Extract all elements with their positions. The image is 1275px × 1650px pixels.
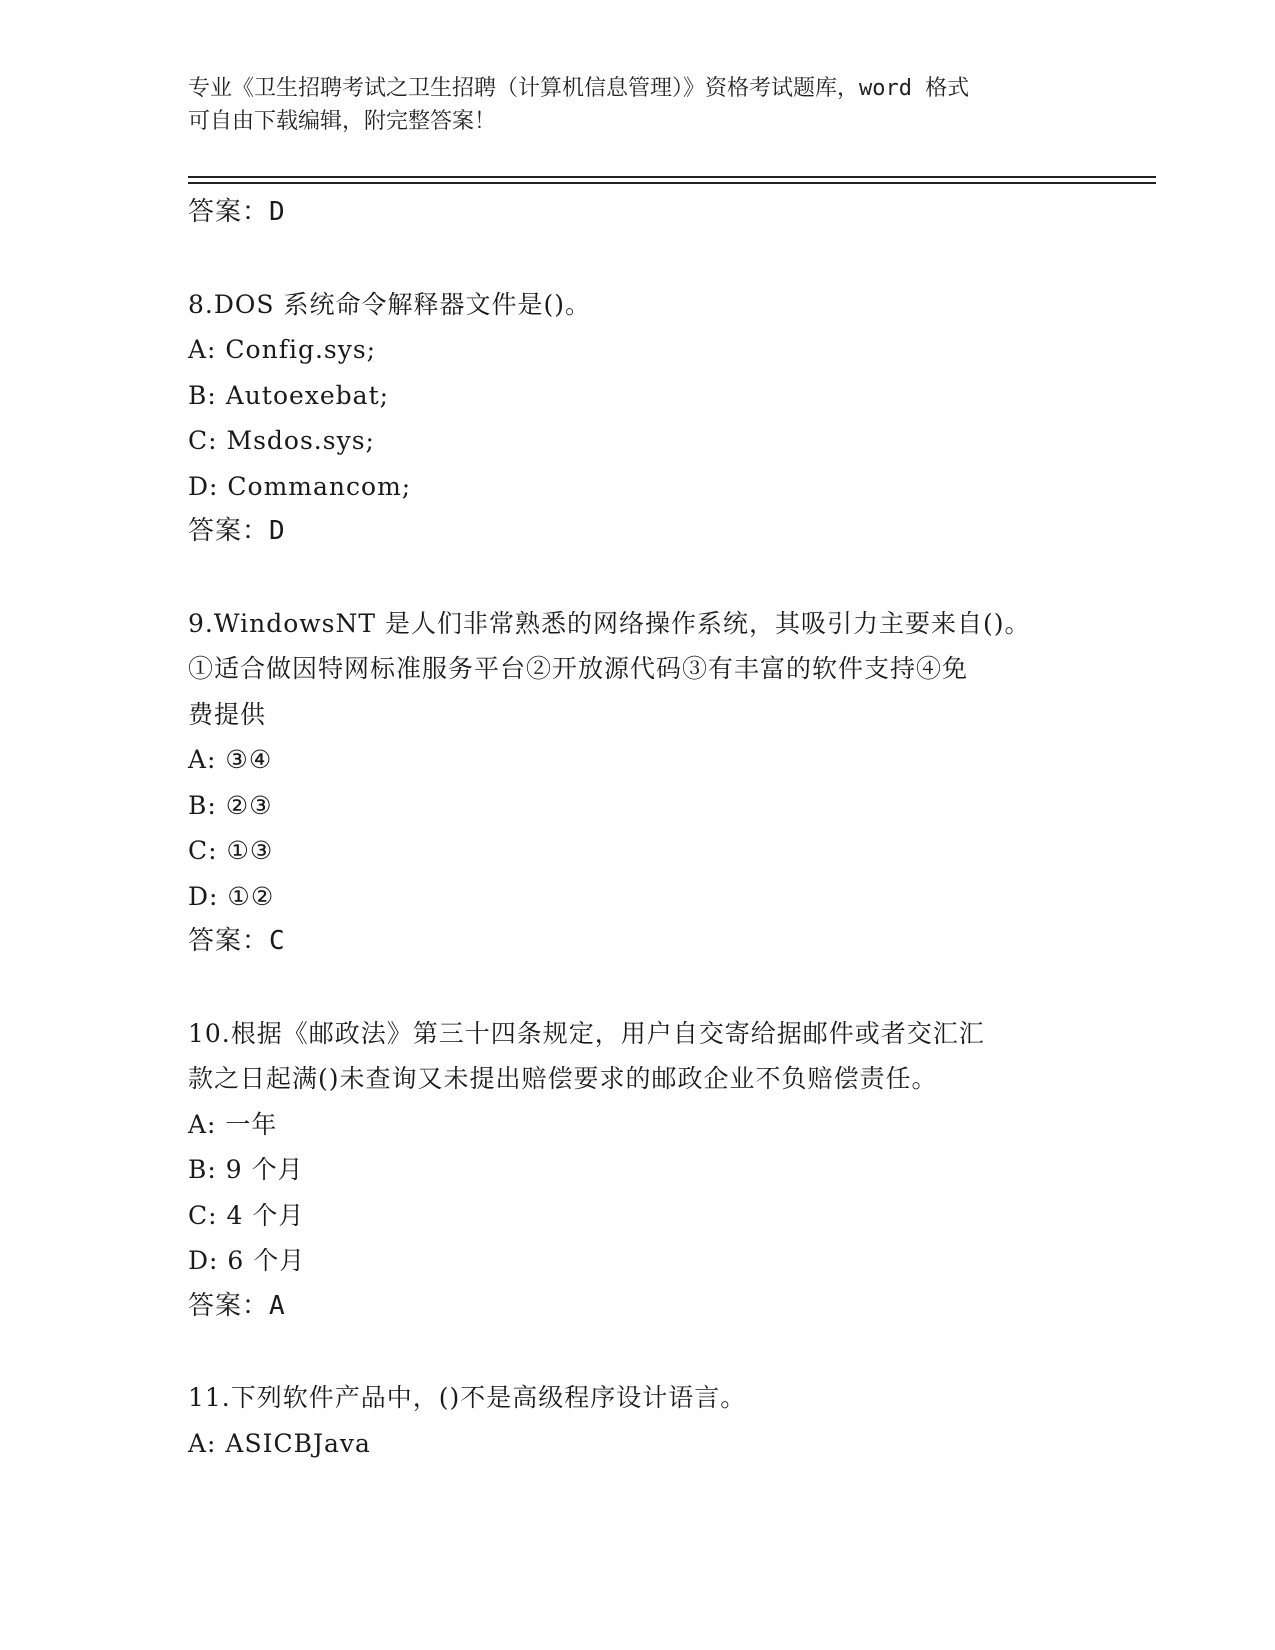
option-d: D: Commancom; xyxy=(188,471,412,501)
option-a: A: 一年 xyxy=(188,1109,278,1139)
option-d: D: ①② xyxy=(188,881,275,911)
option-d: D: 6 个月 xyxy=(188,1246,306,1275)
option-c: C: Msdos.sys; xyxy=(188,426,375,455)
header-title-line-2: 可自由下载编辑，附完整答案！ xyxy=(188,109,497,134)
question-list xyxy=(188,190,1088,1466)
header-divider-top xyxy=(188,176,1156,178)
header-divider-bottom xyxy=(188,182,1156,184)
answer: 答案：D xyxy=(188,516,286,546)
question-stem-line-2: ①适合做因特网标准服务平台②开放源代码③有丰富的软件支持④免 xyxy=(188,654,969,683)
option-a: A: Config.sys; xyxy=(188,335,377,364)
option-b: B: Autoexebat; xyxy=(188,380,390,410)
option-c: C: 4 个月 xyxy=(188,1200,305,1230)
option-a: A: ASICBJava xyxy=(188,1428,371,1458)
question-11 xyxy=(188,1375,1088,1466)
answer: 答案：C xyxy=(188,926,286,956)
question-stem: 9.WindowsNT 是人们非常熟悉的网络操作系统，其吸引力主要来自()。 xyxy=(188,608,1031,638)
question-9 xyxy=(188,601,1088,965)
question-8 xyxy=(188,282,1088,555)
question-stem-line-2: 款之日起满()未查询又未提出赔偿要求的邮政企业不负赔偿责任。 xyxy=(188,1064,938,1093)
option-c: C: ①③ xyxy=(188,836,274,865)
answer: 答案：A xyxy=(188,1290,286,1321)
question-10 xyxy=(188,1011,1088,1330)
previous-answer: 答案：D xyxy=(188,197,286,227)
option-a: A: ③④ xyxy=(188,745,273,774)
header-title-line-1: 专业《卫生招聘考试之卫生招聘（计算机信息管理）》资格考试题库，word 格式 xyxy=(188,76,970,101)
question-stem-line-3: 费提供 xyxy=(188,699,267,729)
question-stem: 10.根据《邮政法》第三十四条规定，用户自交寄给据邮件或者交汇汇 xyxy=(188,1018,985,1048)
page-header xyxy=(188,72,1088,138)
option-b: B: 9 个月 xyxy=(188,1155,304,1184)
question-stem: 11.下列软件产品中，()不是高级程序设计语言。 xyxy=(188,1383,747,1412)
question-stem: 8.DOS 系统命令解释器文件是()。 xyxy=(188,289,591,319)
option-b: B: ②③ xyxy=(188,790,273,820)
